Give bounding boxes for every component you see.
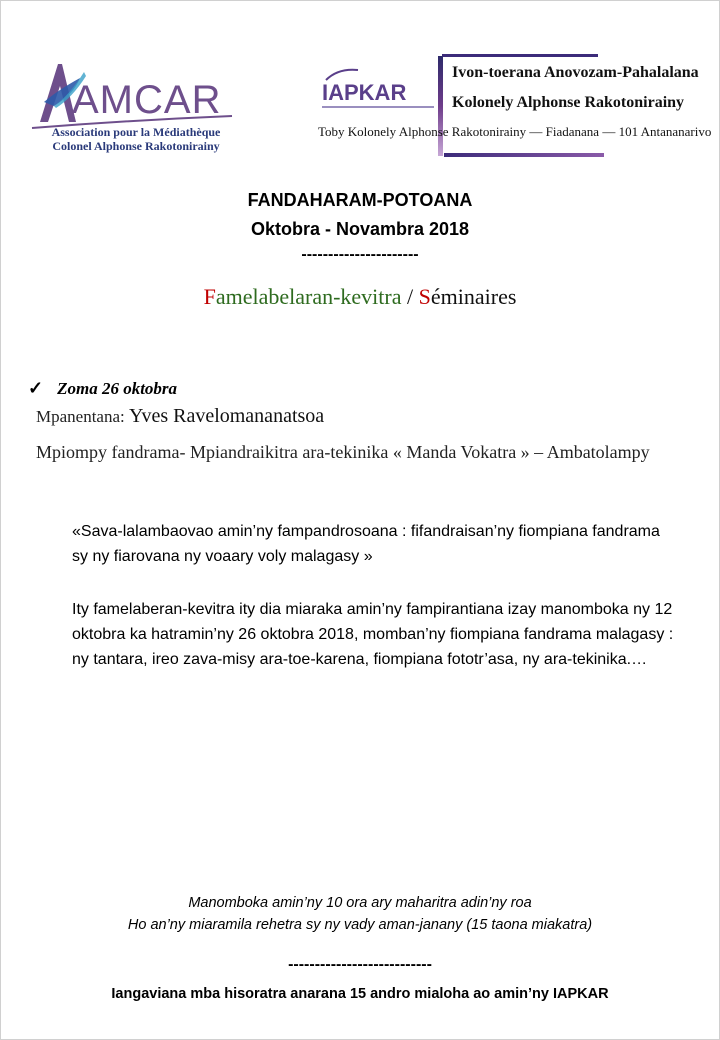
amcar-logo: [14, 50, 254, 160]
iapkar-bottom-bar: [444, 153, 604, 157]
checkmark-icon: ✓: [28, 378, 44, 398]
registration-note: Iangaviana mba hisoratra anarana 15 andro mialoha ao amin’ny IAPKAR: [111, 986, 609, 1002]
speaker-label: Mpanentana:: [36, 407, 129, 426]
event-speaker: [36, 405, 324, 428]
iapkar-divider: [438, 56, 443, 156]
event-date: [28, 378, 177, 399]
page-title: FANDAHARAM-POTOANA: [247, 190, 473, 210]
amcar-subtitle-line1: Association pour la Médiathèque: [51, 125, 221, 139]
iapkar-logo-word: IAPKAR: [322, 80, 407, 105]
event-date-text: Zoma 26 oktobra: [57, 379, 178, 398]
iapkar-logo: [318, 52, 718, 162]
page-period: Oktobra - Novambra 2018: [250, 219, 470, 239]
speaker-name: Yves Ravelomananatsoa: [129, 405, 325, 427]
footer-separator: ---------------------------: [288, 956, 432, 973]
speaker-role: Mpiompy fandrama- Mpiandraikitra ara-tekinika « Manda Vokatra » – Ambatolampy: [36, 442, 650, 462]
event-audience: Ho an’ny miaramila rehetra sy ny vady aman-janany (15 taona miakatra): [127, 917, 593, 933]
iapkar-name-line2: Kolonely Alphonse Rakotonirainy: [452, 94, 685, 111]
event-time: Manomboka amin’ny 10 ora ary maharitra adin’ny roa: [188, 895, 532, 911]
seminar-word-mg: amelabelaran-kevitra: [215, 284, 402, 309]
iapkar-address: Toby Kolonely Alphonse Rakotonirainy — Fiadanana — 101 Antananarivo: [318, 124, 712, 139]
iapkar-top-bar: [442, 54, 598, 57]
seminar-initial-s: S: [418, 284, 431, 309]
iapkar-underline: [322, 106, 434, 108]
event-description: Ity famelaberan-kevitra ity dia miaraka amin’ny fampirantiana izay manomboka ny 12 oktobra ka hatramin’ny 26 oktobra 2018, momban’ny fiompiana fandrama malagasy : ny tantara, ireo zava-misy ara-toe-karena, fiompiana fototr’asa, ny ara-tekinika.…: [72, 601, 674, 668]
event-topic: «Sava-lalambaovao amin’ny fampandrosoana : fifandraisan’ny fiompiana fandrama sy ny fiarovana ny voaary voly malagasy »: [72, 523, 660, 565]
heading-separator: ----------------------: [301, 246, 419, 263]
amcar-logo-word: AMCAR: [72, 78, 222, 122]
seminar-slash: /: [401, 284, 419, 309]
iapkar-name-line1: Ivon-toerana Anovozam-Pahalalana: [452, 64, 699, 81]
seminar-word-fr: éminaires: [430, 284, 517, 309]
seminar-heading: [0, 284, 720, 310]
amcar-subtitle-line2: Colonel Alphonse Rakotonirainy: [52, 139, 220, 153]
seminar-initial-f: F: [203, 284, 216, 309]
